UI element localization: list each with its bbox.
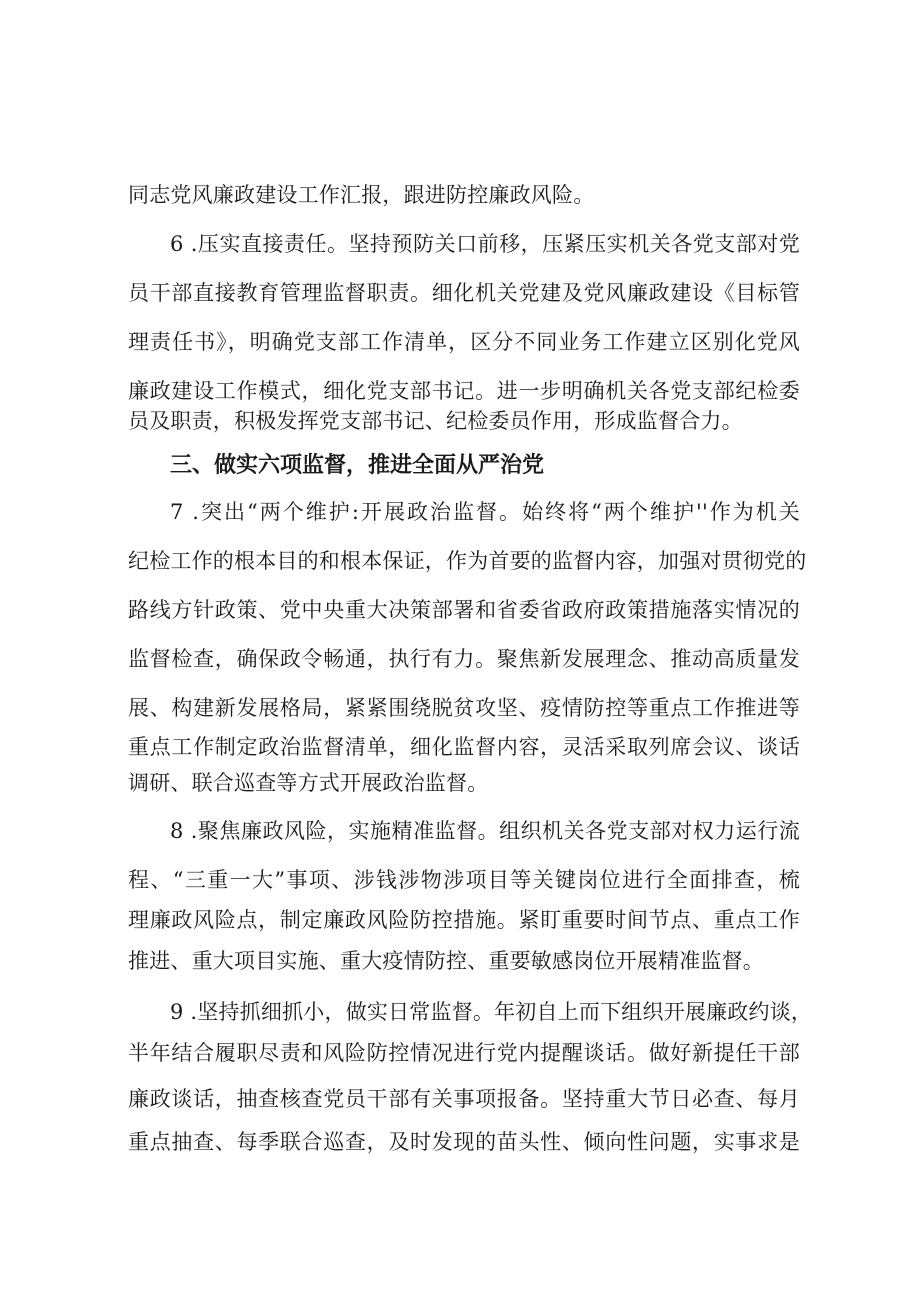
paragraph-7-line: 7 .突出“两个维护:开展政治监督。始终将“两个维护''作为机关 [170, 500, 800, 524]
paragraph-8-line: 理廉政风险点，制定廉政风险防控措施。紧盯重要时间节点、重点工作 [128, 908, 800, 932]
paragraph-6-line: 理责任书》，明确党支部工作清单，区分不同业务工作建立区别化党风 [128, 330, 800, 354]
paragraph-6-line: 员干部直接教育管理监督职责。细化机关党建及党风廉政建设《目标管 [128, 281, 800, 305]
paragraph-6-line: 6 .压实直接责任。坚持预防关口前移，压紧压实机关各党支部对党 [170, 232, 800, 256]
text-line: 同志党风廉政建设工作汇报，跟进防控廉政风险。 [128, 183, 595, 207]
paragraph-9-line: 廉政谈话，抽查核查党员干部有关事项报备。坚持重大节日必查、每月 [128, 1087, 800, 1111]
paragraph-8-line: 8 .聚焦廉政风险，实施精准监督。组织机关各党支部对权力运行流 [170, 819, 800, 843]
paragraph-8-line: 推进、重大项目实施、重大疫情防控、重要敏感岗位开展精准监督。 [128, 949, 764, 973]
paragraph-9-line: 半年结合履职尽责和风险防控情况进行党内提醒谈话。做好新提任干部 [128, 1041, 800, 1065]
paragraph-6-line: 廉政建设工作模式，细化党支部书记。进一步明确机关各党支部纪检委 [128, 379, 800, 403]
section-heading: 三、做实六项监督，推进全面从严治党 [170, 453, 545, 478]
paragraph-7-line: 纪检工作的根本目的和根本保证，作为首要的监督内容，加强对贯彻党的 [128, 549, 807, 573]
paragraph-8-line: 程、“三重一大”事项、涉钱涉物涉项目等关键岗位进行全面排查，梳 [128, 868, 800, 892]
paragraph-6-line: 员及职责，积极发挥党支部书记、纪检委员作用，形成监督合力。 [128, 409, 743, 433]
paragraph-7-line: 重点工作制定政治监督清单，细化监督内容，灵活采取列席会议、谈话 [128, 735, 800, 759]
paragraph-7-line: 调研、联合巡查等方式开展政治监督。 [128, 771, 489, 795]
paragraph-9-line: 9 .坚持抓细抓小，做实日常监督。年初自上而下组织开展廉政约谈， [170, 1000, 813, 1024]
paragraph-9-line: 重点抽查、每季联合巡查，及时发现的苗头性、倾向性问题，实事求是 [128, 1130, 800, 1154]
paragraph-7-line: 展、构建新发展格局，紧紧围绕脱贫攻坚、疫情防控等重点工作推进等 [128, 696, 800, 720]
paragraph-7-line: 路线方针政策、党中央重大决策部署和省委省政府政策措施落实情况的 [128, 598, 800, 622]
paragraph-7-line: 监督检查，确保政令畅通，执行有力。聚焦新发展理念、推动高质量发 [128, 647, 800, 671]
